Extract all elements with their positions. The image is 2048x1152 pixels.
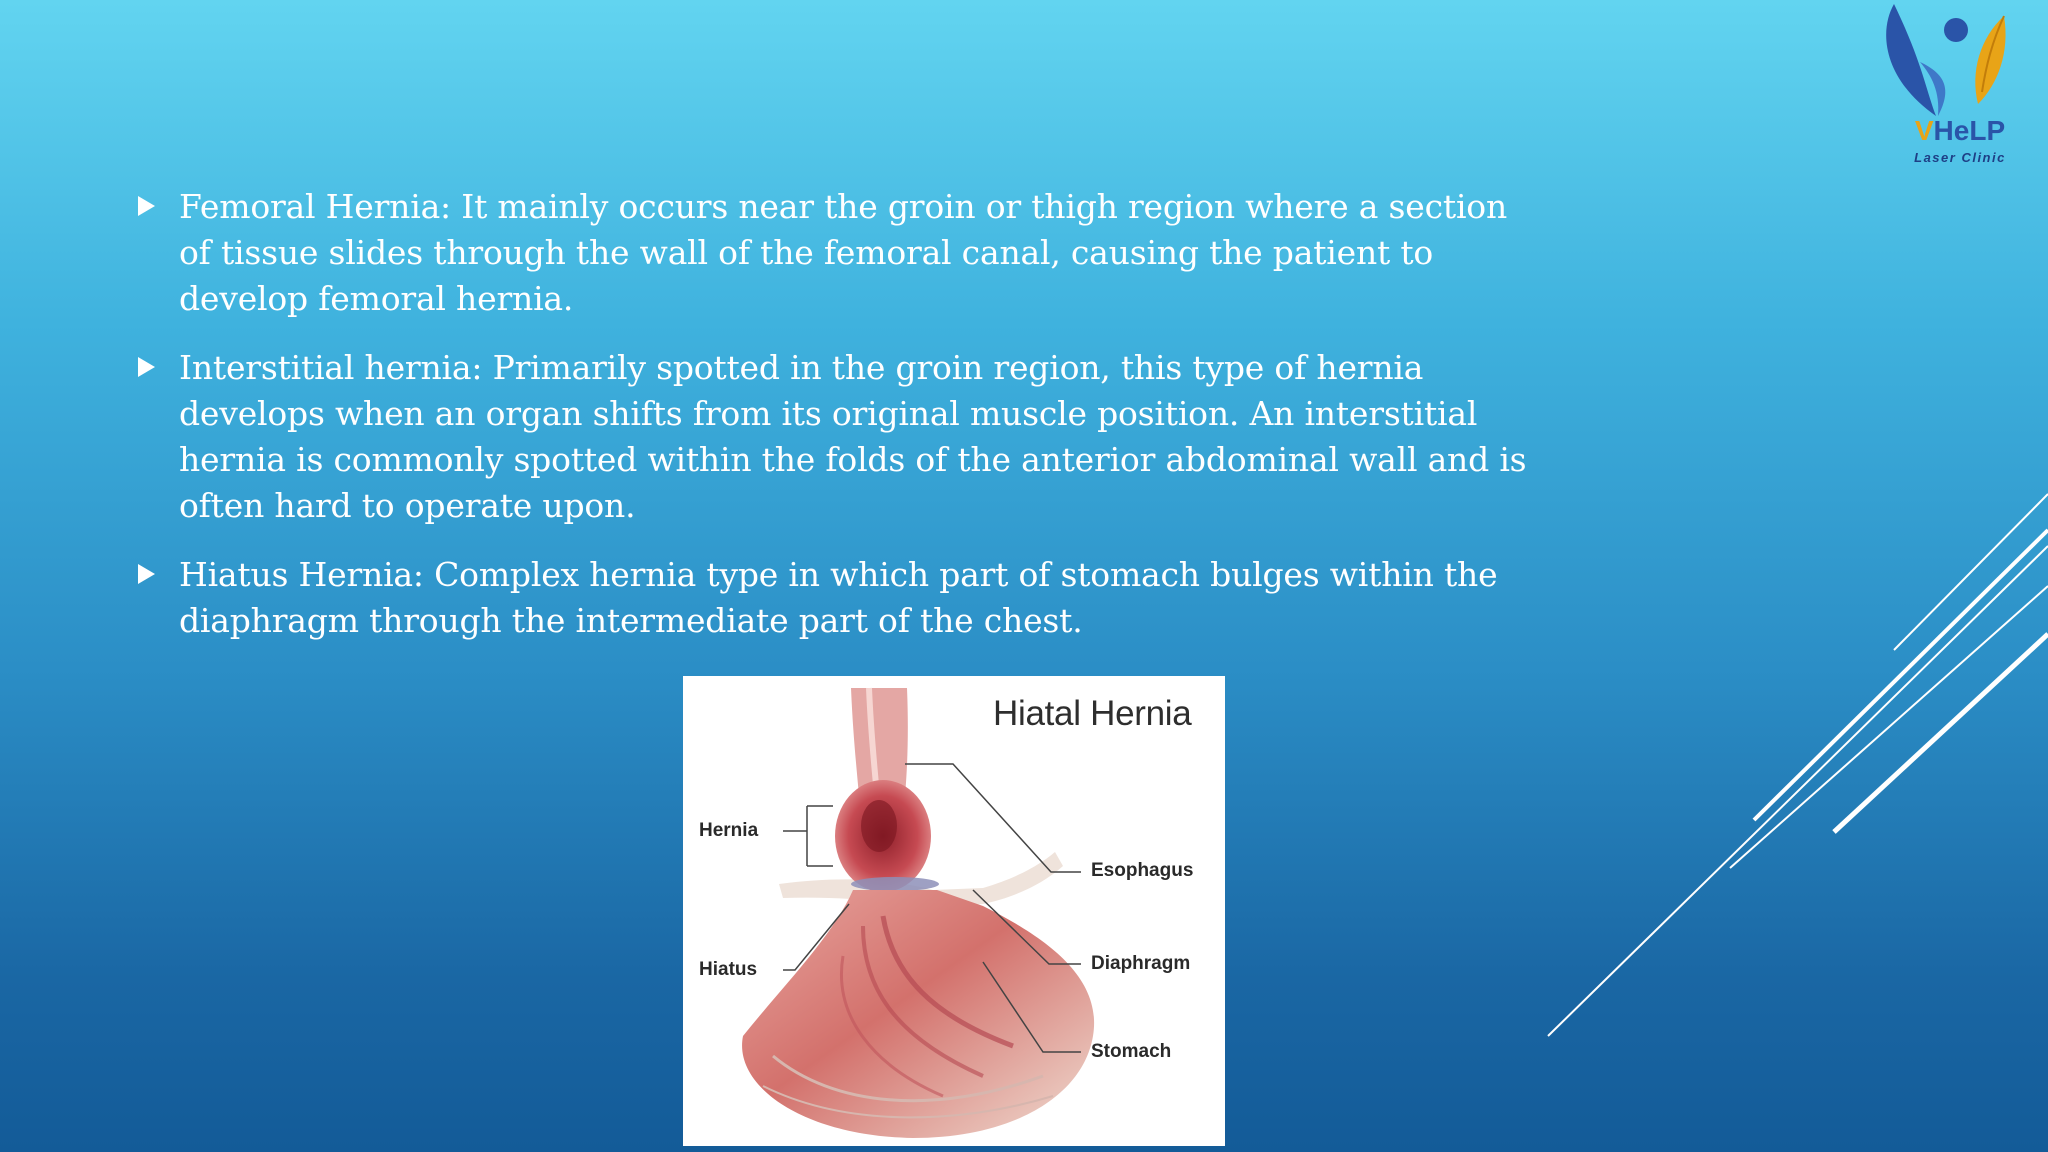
logo-subtitle: Laser Clinic — [1914, 150, 2006, 165]
stomach-anatomy-drawing — [683, 676, 1225, 1146]
bullet-text: Femoral Hernia: It mainly occurs near the groin or thigh region where a section of tissue slides through the wall of the femoral canal, causing the patient to develop femoral hernia. — [179, 187, 1508, 318]
bullet-arrow-icon — [138, 196, 155, 216]
bullet-arrow-icon — [138, 357, 155, 377]
label-hernia: Hernia — [699, 820, 759, 841]
bullet-item-interstitial — [138, 345, 1538, 529]
bullet-text: Hiatus Hernia: Complex hernia type in which part of stomach bulges within the diaphragm through the intermediate part of the chest. — [179, 555, 1498, 640]
label-esophagus: Esophagus — [1091, 860, 1194, 881]
bullet-item-hiatus — [138, 552, 1538, 644]
label-hiatus: Hiatus — [699, 959, 758, 980]
vhelp-logo — [1880, 2, 2040, 172]
hiatal-hernia-illustration — [683, 676, 1225, 1146]
bullet-list — [138, 184, 1538, 667]
label-diaphragm: Diaphragm — [1091, 953, 1191, 974]
logo-figure-icon — [1880, 2, 2040, 117]
logo-name-rest: HeLP — [1933, 115, 2006, 146]
bullet-text: Interstitial hernia: Primarily spotted in the groin region, this type of hernia develops when an organ shifts from its original muscle position. An interstitial hernia is commonly spotted within the folds of the anterior abdominal wall and is often hard to operate upon. — [179, 348, 1527, 525]
logo-name — [1880, 116, 2040, 146]
label-stomach: Stomach — [1091, 1041, 1172, 1062]
logo-name-v: V — [1914, 115, 1934, 146]
bullet-item-femoral — [138, 184, 1538, 322]
bullet-arrow-icon — [138, 564, 155, 584]
figure-title: Hiatal Hernia — [993, 694, 1192, 733]
